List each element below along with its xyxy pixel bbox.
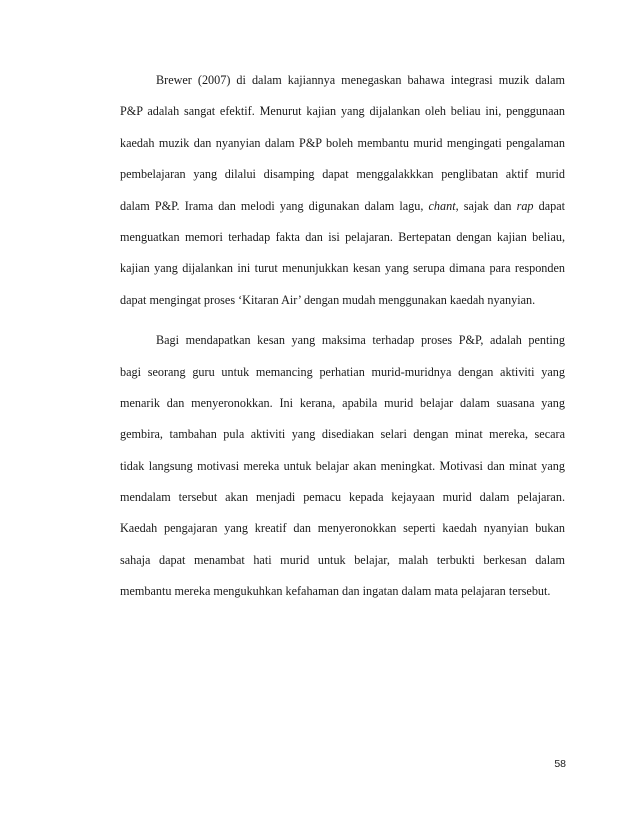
paragraph-spacer xyxy=(120,316,565,325)
text-line: gembira, tambahan pula aktiviti yang disediakan selari dengan minat mereka, secara xyxy=(120,427,565,442)
text-line: Bagi mendapatkan kesan yang maksima terhadap proses P&P, adalah penting xyxy=(156,333,565,348)
text-line: kaedah muzik dan nyanyian dalam P&P boleh membantu murid mengingati pengalaman xyxy=(120,135,565,150)
text-run: dalam P&P. Irama dan melodi yang digunakan dalam lagu, xyxy=(120,198,429,213)
text-line: membantu mereka mengukuhkan kefahaman dan ingatan dalam mata pelajaran tersebut. xyxy=(120,584,551,599)
italic-term-rap: rap xyxy=(516,198,534,213)
text-line: kajian yang dijalankan ini turut menunjukkan kesan yang serupa dimana para responden xyxy=(120,261,565,276)
text-line: menguatkan memori terhadap fakta dan isi pelajaran. Bertepatan dengan kajian beliau, xyxy=(120,229,565,244)
italic-term-chant: chant xyxy=(428,198,456,213)
text-line: bagi seorang guru untuk memancing perhatian murid-muridnya dengan aktiviti yang xyxy=(120,364,565,379)
text-line: pembelajaran yang dilalui disamping dapat menggalakkkan penglibatan aktif murid xyxy=(120,167,565,182)
page-number: 58 xyxy=(554,758,566,770)
text-run: dapat xyxy=(533,198,566,213)
text-line: mendalam tersebut akan menjadi pemacu kepada kejayaan murid dalam pelajaran. xyxy=(120,490,565,505)
text-line: dapat mengingat proses ‘Kitaran Air’ dengan mudah menggunakan kaedah nyanyian. xyxy=(120,292,536,307)
text-line: menarik dan menyeronokkan. Ini kerana, apabila murid belajar dalam suasana yang xyxy=(120,395,565,410)
text-line: Kaedah pengajaran yang kreatif dan menyeronokkan seperti kaedah nyanyian bukan xyxy=(120,521,565,536)
paragraph-2 xyxy=(120,325,565,608)
paragraph-1 xyxy=(120,65,565,316)
text-line: Brewer (2007) di dalam kajiannya menegaskan bahawa integrasi muzik dalam xyxy=(156,73,565,87)
text-line: sahaja dapat menambat hati murid untuk belajar, malah terbukti berkesan dalam xyxy=(120,552,565,567)
text-line: P&P adalah sangat efektif. Menurut kajian yang dijalankan oleh beliau ini, penggunaan xyxy=(120,104,565,119)
body-text xyxy=(120,65,565,608)
text-line xyxy=(120,191,565,222)
text-line: tidak langsung motivasi mereka untuk belajar akan meningkat. Motivasi dan minat yang xyxy=(120,458,565,473)
text-run: , sajak dan xyxy=(455,198,517,213)
